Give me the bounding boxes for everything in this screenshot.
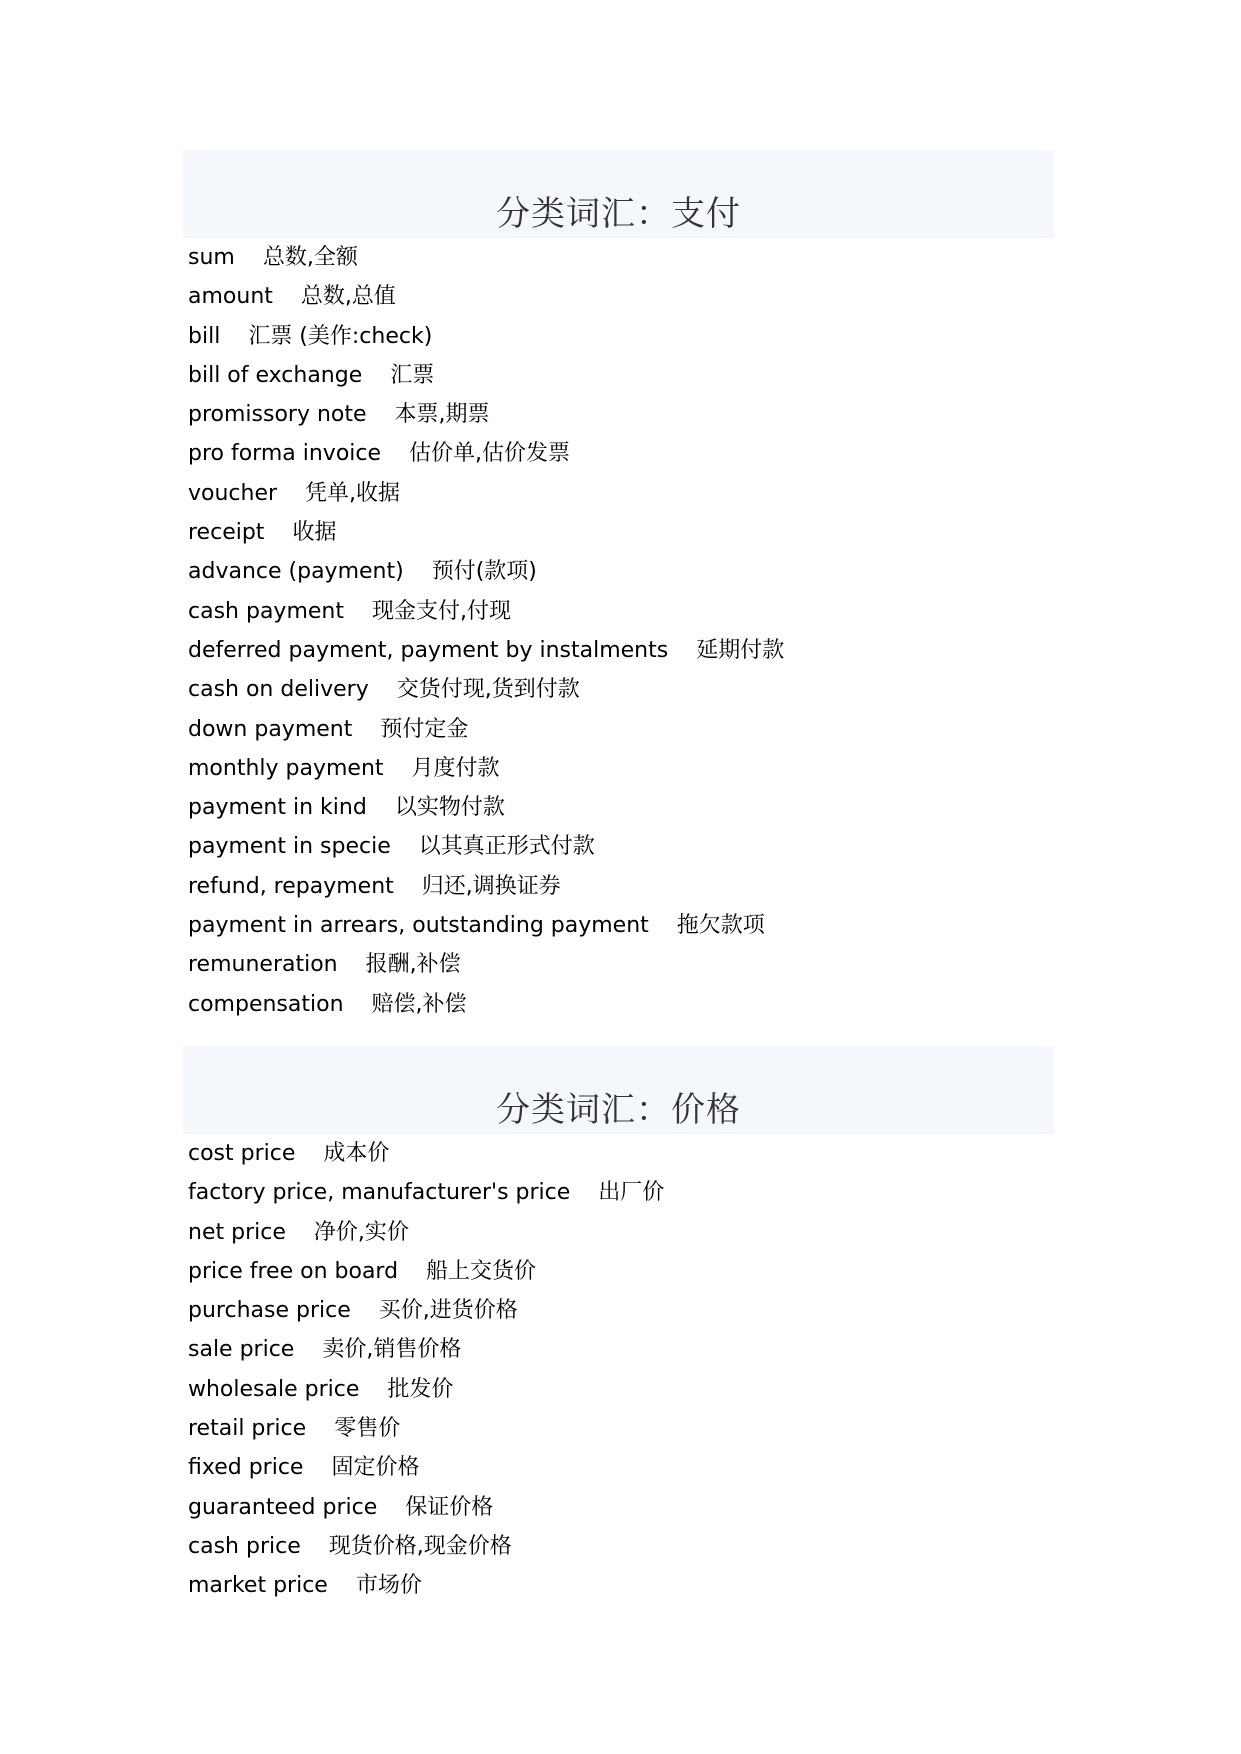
vocab-term: price free on board — [188, 1258, 399, 1284]
vocab-row — [188, 906, 1054, 945]
vocab-meaning: 凭单,收据 — [305, 480, 401, 506]
vocab-term: cash price — [188, 1533, 301, 1559]
vocab-meaning: 市场价 — [355, 1573, 422, 1599]
vocab-row — [188, 552, 1054, 591]
vocab-term: pro forma invoice — [188, 441, 382, 467]
section-price — [183, 1046, 1054, 1606]
section-header — [183, 150, 1054, 238]
vocab-term: retail price — [188, 1416, 307, 1442]
vocab-term: refund, repayment — [188, 873, 394, 899]
vocab-meaning: 延期付款 — [696, 637, 785, 663]
vocab-term: wholesale price — [188, 1376, 360, 1402]
vocab-row — [188, 827, 1054, 866]
vocab-row — [188, 1566, 1054, 1605]
vocab-meaning: 保证价格 — [405, 1494, 494, 1520]
vocab-row — [188, 434, 1054, 473]
vocab-term: monthly payment — [188, 755, 384, 781]
vocab-meaning: 零售价 — [334, 1416, 401, 1442]
vocab-meaning: 拖欠款项 — [676, 913, 765, 939]
vocab-meaning: 现货价格,现金价格 — [328, 1533, 512, 1559]
vocab-term: down payment — [188, 716, 353, 742]
vocab-row — [188, 317, 1054, 356]
vocab-row — [188, 1291, 1054, 1330]
vocab-meaning: 本票,期票 — [394, 402, 490, 428]
vocab-meaning: 交货付现,货到付款 — [396, 677, 580, 703]
vocab-row — [188, 670, 1054, 709]
vocab-meaning: 预付(款项) — [431, 559, 537, 585]
vocab-list — [183, 1134, 1054, 1606]
vocab-row — [188, 238, 1054, 277]
vocab-meaning: 预付定金 — [380, 716, 469, 742]
vocab-row — [188, 592, 1054, 631]
vocab-row — [188, 1330, 1054, 1369]
vocab-term: market price — [188, 1573, 328, 1599]
vocab-term: sale price — [188, 1337, 295, 1363]
vocab-row — [188, 1173, 1054, 1212]
vocab-term: promissory note — [188, 402, 367, 428]
vocab-row — [188, 710, 1054, 749]
vocab-term: cash payment — [188, 598, 344, 624]
vocab-row — [188, 788, 1054, 827]
vocab-term: purchase price — [188, 1298, 351, 1324]
vocab-meaning: 净价,实价 — [313, 1219, 409, 1245]
vocab-meaning: 汇票 (美作:check) — [248, 323, 433, 349]
vocab-meaning: 以其真正形式付款 — [418, 834, 595, 860]
vocab-row — [188, 277, 1054, 316]
vocab-meaning: 成本价 — [323, 1141, 390, 1166]
vocab-term: payment in arrears, outstanding payment — [188, 913, 649, 939]
vocab-term: factory price, manufacturer's price — [188, 1180, 571, 1206]
vocab-row — [188, 1213, 1054, 1252]
vocab-meaning: 固定价格 — [331, 1455, 420, 1481]
section-header — [183, 1046, 1054, 1134]
vocab-meaning: 总数,总值 — [300, 284, 396, 310]
vocab-row — [188, 1252, 1054, 1291]
section-title: 分类词汇：价格 — [496, 1090, 741, 1130]
vocab-meaning: 出厂价 — [598, 1180, 665, 1206]
vocab-term: deferred payment, payment by instalments — [188, 637, 669, 663]
vocab-meaning: 以实物付款 — [394, 795, 505, 821]
vocab-term: payment in specie — [188, 834, 391, 860]
vocab-row — [188, 1527, 1054, 1566]
vocab-meaning: 卖价,销售价格 — [322, 1337, 462, 1363]
vocab-term: bill of exchange — [188, 362, 363, 388]
vocab-row — [188, 749, 1054, 788]
section-payment — [183, 150, 1054, 1024]
vocab-meaning: 总数,全额 — [262, 245, 358, 270]
vocab-row — [188, 985, 1054, 1024]
vocab-term: payment in kind — [188, 795, 367, 821]
vocab-meaning: 收据 — [292, 520, 337, 546]
vocab-row — [188, 356, 1054, 395]
vocab-meaning: 船上交货价 — [426, 1258, 537, 1284]
vocab-term: guaranteed price — [188, 1494, 378, 1520]
vocab-term: bill — [188, 323, 221, 349]
vocab-row — [188, 631, 1054, 670]
vocab-meaning: 批发价 — [387, 1376, 454, 1402]
vocab-row — [188, 1134, 1054, 1173]
vocab-row — [188, 474, 1054, 513]
vocab-meaning: 估价单,估价发票 — [409, 441, 571, 467]
vocab-term: net price — [188, 1219, 286, 1245]
vocab-term: advance (payment) — [188, 559, 404, 585]
vocab-row — [188, 513, 1054, 552]
vocab-meaning: 报酬,补偿 — [365, 952, 461, 978]
vocab-term: sum — [188, 245, 235, 270]
vocab-meaning: 现金支付,付现 — [371, 598, 511, 624]
vocab-term: remuneration — [188, 952, 338, 978]
vocab-term: fixed price — [188, 1455, 304, 1481]
vocab-term: amount — [188, 284, 273, 310]
vocab-term: voucher — [188, 480, 278, 506]
vocab-term: cost price — [188, 1141, 296, 1166]
vocab-row — [188, 395, 1054, 434]
vocab-term: receipt — [188, 520, 265, 546]
vocab-meaning: 赔偿,补偿 — [371, 991, 467, 1017]
vocab-term: cash on delivery — [188, 677, 369, 703]
vocab-list — [183, 238, 1054, 1024]
vocab-row — [188, 1370, 1054, 1409]
vocab-row — [188, 1448, 1054, 1487]
vocab-meaning: 买价,进货价格 — [378, 1298, 518, 1324]
vocab-row — [188, 945, 1054, 984]
vocab-meaning: 归还,调换证券 — [421, 873, 561, 899]
vocab-term: compensation — [188, 991, 344, 1017]
vocab-row — [188, 1488, 1054, 1527]
vocab-row — [188, 1409, 1054, 1448]
section-title: 分类词汇：支付 — [496, 194, 741, 234]
vocab-meaning: 汇票 — [390, 362, 435, 388]
vocab-meaning: 月度付款 — [411, 755, 500, 781]
vocab-row — [188, 867, 1054, 906]
